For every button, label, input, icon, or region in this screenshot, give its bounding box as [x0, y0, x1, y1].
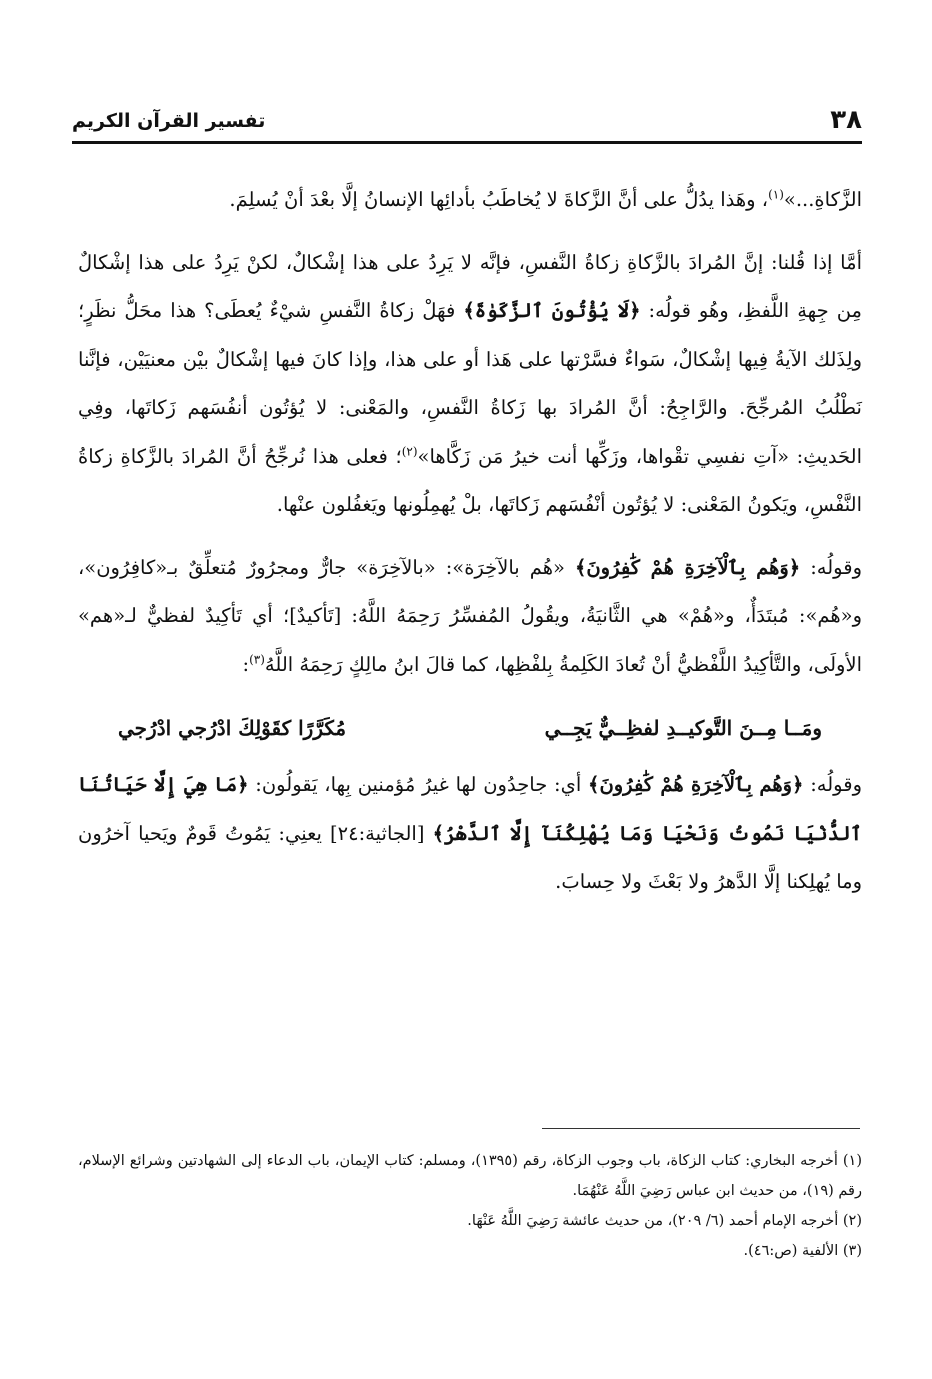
page-number: ٣٨: [830, 105, 862, 135]
footnote: (١) أخرجه البخاري: كتاب الزكاة، باب وجوب الزكاة، رقم (١٣٩٥)، ومسلم: كتاب الإيمان، باب الدعاء إلى الشهادتين وشرائع الإسلام، رقم (١٩)، من حديث ابن عباس رَضِيَ اللَّهُ عَنْهُمَا.: [78, 1153, 862, 1199]
text-run: أمَّا إذا قُلنا: إنَّ المُرادَ بالزَّكاةِ زكاةُ النَّفسِ، فإنَّه لا يَرِدُ على هذا إشْكالٌ، لكنْ يَرِدُ على هذا إشْكالٌ مِن جِهةِ اللَّفظِ، وهُو قولُه:: [78, 250, 862, 322]
footnote-separator: [542, 1128, 860, 1129]
text-run: الزَّكاةِ...»: [783, 188, 862, 211]
footnote-reference: (١): [768, 187, 784, 202]
main-text: [78, 176, 862, 921]
paragraph: [78, 761, 862, 907]
quran-verse: ﴿مَا هِيَ إِلَّا حَيَاتُنَا ٱلدُّنْيَا نَمُوتُ وَنَحْيَا وَمَا يُهْلِكُنَآ إِلَّا ٱلدَّهْرُ﴾: [78, 773, 862, 845]
quran-verse: ﴿وَهُم بِٱلْآخِرَةِ هُمْ كَٰفِرُونَ﴾: [588, 773, 804, 796]
footnote-reference: (٢): [401, 444, 418, 458]
text-run: [الجاثية:٢٤] يعنِي: يَمُوتُ قَومٌ ويَحيا آخرُون وما يُهلِكنا إلَّا الدَّهرُ ولا بَعْثَ ولا حِسابَ.: [78, 821, 862, 893]
text-run: ، وهَذا يدُلُّ على أنَّ الزَّكاةَ لا يُخاطَبُ بأدائِها الإنسانُ إلَّا بعْدَ أنْ يُسلِمَ.: [229, 188, 769, 211]
footnote: (٢) أخرجه الإمام أحمد (٦/ ٢٠٩)، من حديث عائشة رَضِيَ اللَّهُ عَنْهَا.: [467, 1213, 862, 1229]
paragraph: [78, 544, 862, 690]
paragraph: [78, 176, 862, 225]
text-run: فهَلْ زكاةُ النَّفسِ شيْءٌ يُعطَى؟ هذا محَلُّ نظَرٍ؛ ولِذَلك الآيةُ فِيها إشْكالٌ، سَواءٌ فسَّرْتها على هَذا أو على هذا، وإذا كانَ فيها إشْكالٌ بيْن معنيَيْن، فإنَّنا نَطْلُبُ المُرجِّحَ. والرَّاجِحُ: أنَّ المُرادَ بها زَكاةُ النَّفسِ، والمَعْنى: لا يُؤتُون أنفُسَهم زَكاتَها، وفِي الحَديثِ: «آتِ نفسِي تقْواها، وزَكِّها أنت خيرُ مَن زَكَّاها»: [78, 299, 862, 468]
footnote: (٣) الألفية (ص:٤٦).: [743, 1243, 862, 1259]
text-run: ؛ فعلى هذا نُرجِّحُ أنَّ المُرادَ بالزَّكاةِ زكاةُ النَّفْسِ، ويَكونُ المَعْنى: لا يُؤتُون أنْفُسَهم زَكاتَها، بلْ يُهمِلُونها ويَغفُلون عنْها.: [78, 444, 862, 516]
verse-second-hemistich: مُكَرَّرًا كقَوْلِكَ ادْرُجي ادْرُجي: [118, 716, 347, 740]
text-run: وقولُه:: [800, 555, 862, 579]
text-run: أي: جاحِدُون لها غيرُ مُؤمنين بِها، يَقولُون:: [248, 773, 589, 796]
text-run: وقولُه:: [803, 773, 862, 796]
running-header: [72, 104, 862, 134]
text-run: :: [242, 652, 250, 676]
footnotes: [78, 1146, 862, 1266]
verse-first-hemistich: ومَــا مِــنَ التَّوكيــدِ لفظِــيٌّ يَجِــي: [544, 716, 822, 740]
book-title: تفسير القرآن الكريم: [72, 110, 266, 132]
text-run: «هُم بالآخِرَة»: «بالآخِرَة» جارٌّ ومجرُورٌ مُتعلِّقٌ بـ«كافِرُون»، و«هُم»: مُبتَدَأٌ، و«هُمْ» هي الثَّانيَةُ، ويقُولُ المُفسِّرُ رَحِمَهُ اللَّهُ: [تَأكيدٌ]؛ أي تَأكِيدٌ لفظيٌّ لـ«هم» الأولَى، والتَّأكِيدُ اللَّفْظيُّ أنْ تُعادَ الكَلِمةُ بِلفْظِها، كما قالَ ابنُ مالِكٍ رَحِمَهُ اللَّهُ: [78, 555, 862, 676]
footnote-reference: (٣): [249, 652, 265, 666]
poetry-verse: [78, 703, 862, 753]
header-rule: [72, 141, 862, 144]
quran-verse: ﴿لَا يُؤْتُونَ ٱلزَّكَوٰةَ﴾: [463, 299, 641, 322]
paragraph: [78, 239, 862, 530]
quran-verse: ﴿وَهُم بِٱلْآخِرَةِ هُمْ كَٰفِرُونَ﴾: [574, 555, 801, 579]
